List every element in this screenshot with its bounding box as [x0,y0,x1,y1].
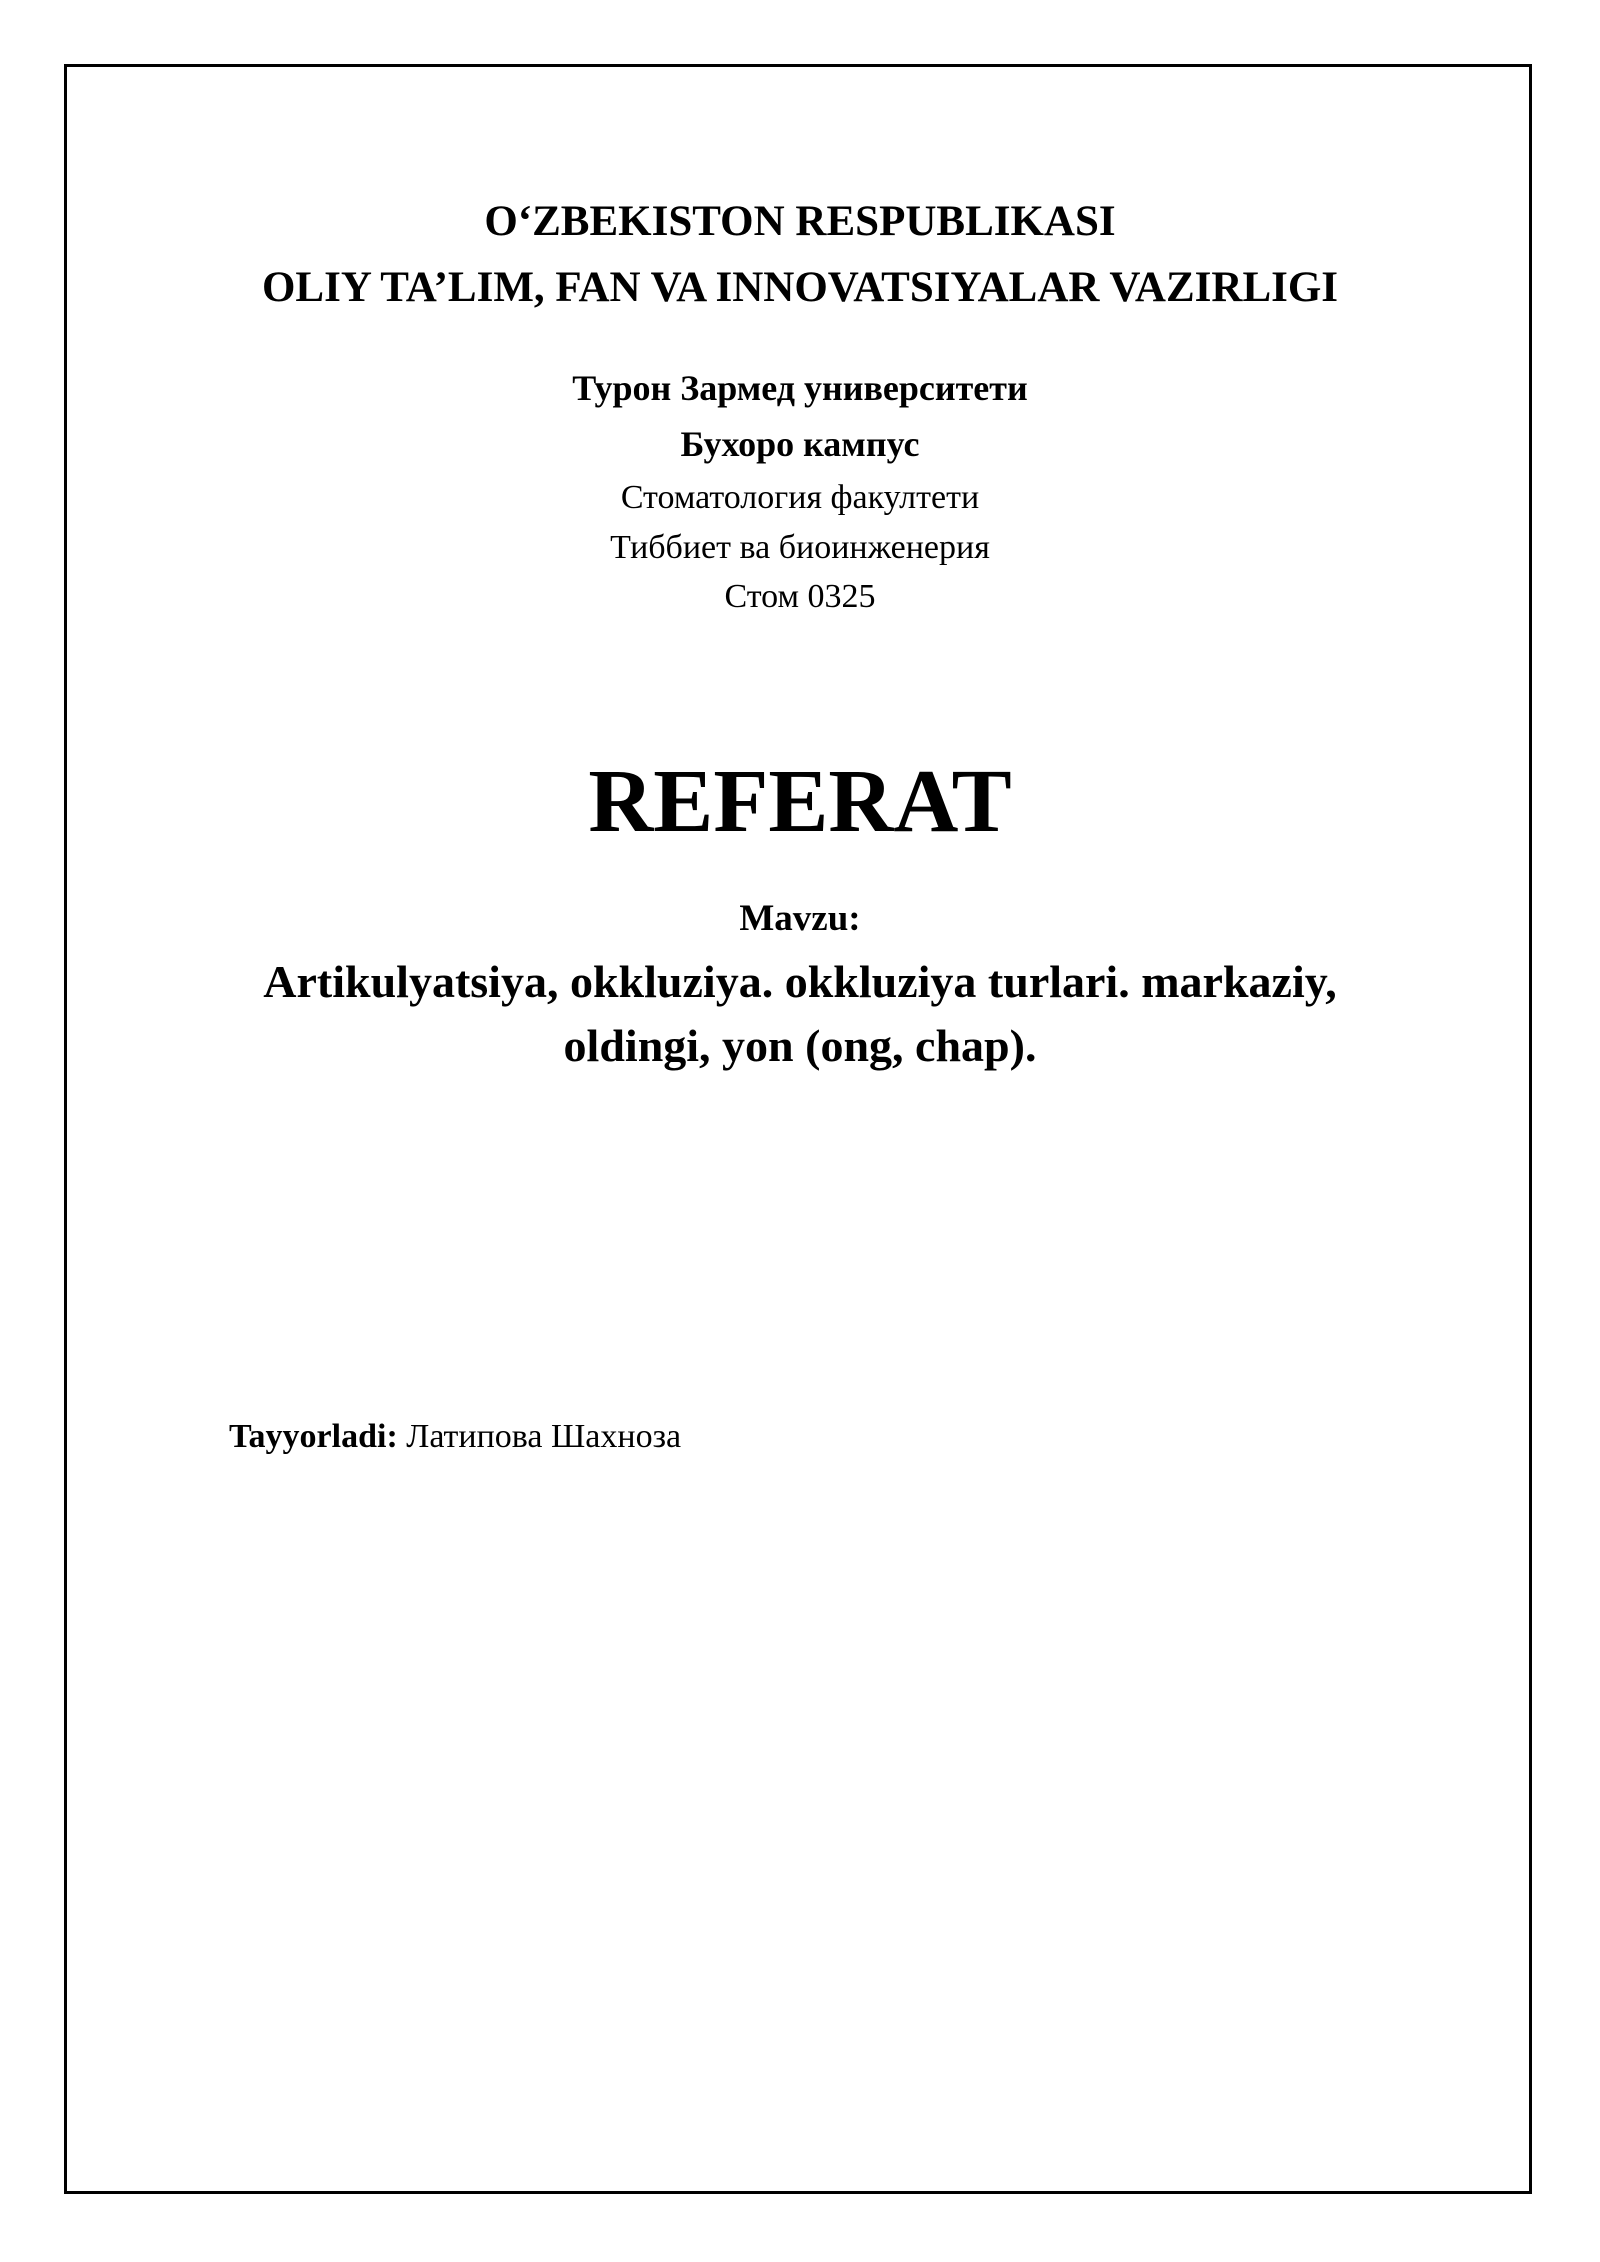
author-name: Латипова Шахноза [406,1418,682,1455]
topic-label: Mavzu: [739,898,861,939]
university-name: Турон Зармед университети [572,368,1028,408]
faculty-name: Стоматология факултети [620,479,980,516]
author-line [229,1416,681,1458]
document-title: REFERAT [588,752,1012,851]
country-heading: O‘ZBEKISTON RESPUBLIKASI [484,198,1116,245]
ministry-heading: OLIY TA’LIM, FAN VA INNOVATSIYALAR VAZIRLIGI [261,264,1339,311]
topic-line-2: oldingi, yon (ong, chap). [563,1020,1037,1071]
topic-line-1: Artikulyatsiya, okkluziya. okkluziya turlari. markaziy, [263,956,1337,1007]
campus-name: Бухоро кампус [680,424,920,464]
author-label: Tayyorladi: [229,1418,398,1455]
department-name: Тиббиет ва биоинженерия [610,529,990,566]
group-code: Стом 0325 [724,578,876,615]
